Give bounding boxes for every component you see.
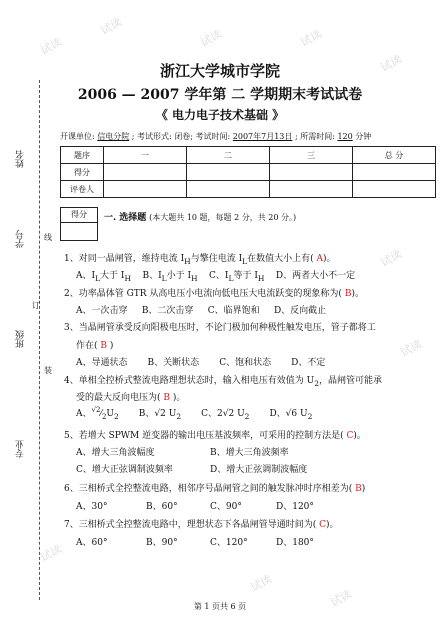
option-text: A、30° bbox=[76, 502, 108, 512]
section-title: 一. 选择题 bbox=[104, 213, 147, 223]
table-cell: 一 bbox=[104, 147, 187, 164]
option-text: C、临界饱和 bbox=[207, 306, 260, 316]
question-text: )。 bbox=[323, 254, 336, 264]
page-footer: 第 1 页共 6 页 bbox=[193, 602, 247, 611]
option-text: C、饱和状态 bbox=[219, 358, 272, 368]
answer-mark: B bbox=[163, 393, 171, 403]
unit-label: 开课单位: bbox=[60, 132, 95, 141]
watermark-text: 试读 bbox=[198, 27, 224, 50]
watermark-text: 试读 bbox=[38, 35, 64, 58]
watermark-text: 试读 bbox=[248, 572, 274, 595]
table-cell[interactable] bbox=[270, 181, 353, 198]
option-text: B、I bbox=[142, 271, 162, 281]
side-label-major: 专业 bbox=[16, 440, 26, 458]
question-3-cont bbox=[76, 338, 113, 351]
question-text: 7、三相桥式全控整流电路中，理想状态下各晶闸管导通时间为( bbox=[64, 520, 317, 530]
option-text: C、120° bbox=[210, 538, 248, 548]
option-text: B、90° bbox=[146, 538, 178, 548]
table-row bbox=[61, 147, 436, 164]
options-q6 bbox=[76, 499, 314, 512]
seal-mark-line: 线 bbox=[44, 233, 52, 242]
question-text: 2、功率晶体管 GTR 从高电压小电流向低电压大电流跃变的现象称为( bbox=[64, 289, 342, 299]
question-text: 6、三相桥式全控整流电路，相邻序号晶闸管之间的触发脉冲时序相差为( bbox=[64, 484, 353, 494]
watermark-text: 试读 bbox=[98, 15, 124, 38]
table-cell[interactable] bbox=[187, 181, 270, 198]
question-text: ) bbox=[109, 341, 114, 351]
watermark-text: 试读 bbox=[38, 542, 64, 565]
table-cell[interactable] bbox=[353, 164, 436, 181]
options-q4: A、$^{√2}⁄_2U_2$ B、√2 $U_2$ C、2√2 $U_2$ D、√6 $U_2$ bbox=[76, 406, 313, 421]
course-title: 《 电力电子技术基础 》 bbox=[155, 108, 285, 122]
side-label-name: 姓名 bbox=[16, 150, 26, 168]
table-cell: 题序 bbox=[61, 147, 104, 164]
unit-value: 信电分院 bbox=[97, 132, 130, 141]
table-cell: 总 分 bbox=[353, 147, 436, 164]
question-6 bbox=[64, 481, 365, 494]
question-text: 1、对同一晶闸管，维持电流 I bbox=[64, 254, 185, 264]
watermark-text: 试读 bbox=[298, 27, 324, 50]
option-text: B、增大三角波频率 bbox=[210, 448, 289, 458]
option-text: B、关断状态 bbox=[147, 358, 200, 368]
exam-info bbox=[60, 131, 371, 142]
question-text: ，晶闸管可能承 bbox=[318, 376, 382, 386]
question-text: 4、单相全控桥式整流电路理想状态时，输入相电压有效值为 U bbox=[64, 376, 315, 386]
exam-date: 2007年7月13日 bbox=[232, 132, 293, 141]
option-text: D、增大正弦调制波幅度 bbox=[210, 465, 308, 475]
options-q3 bbox=[76, 355, 325, 368]
option-text: A、60° bbox=[76, 538, 108, 548]
option-text: L bbox=[95, 273, 101, 283]
option-text: A、I bbox=[76, 271, 96, 281]
option-text: A、一次击穿 bbox=[76, 306, 128, 316]
seal-mark-order: 订 bbox=[32, 301, 40, 310]
question-text: )。 bbox=[172, 393, 186, 403]
table-row bbox=[61, 181, 436, 198]
section-heading bbox=[104, 210, 296, 223]
term-title: 2006 — 2007 学年第 二 学期期末考试试卷 bbox=[77, 87, 363, 103]
question-text: 5、若增大 SPWM 逆变器的输出电压基波频率，可采用的控制方法是( bbox=[64, 431, 344, 441]
option-text: H bbox=[124, 273, 132, 283]
option-text: C、增大正弦调制波频率 bbox=[76, 465, 173, 475]
options-q2 bbox=[76, 303, 326, 316]
table-cell[interactable] bbox=[104, 164, 187, 181]
question-text: 作在( bbox=[76, 341, 98, 351]
table-cell: 得分 bbox=[61, 164, 104, 181]
option-text: D、180° bbox=[276, 538, 314, 548]
option-text: L bbox=[161, 273, 167, 283]
watermark-text: 试读 bbox=[378, 52, 404, 75]
option-text: B、60° bbox=[146, 502, 178, 512]
duration-value: 120 bbox=[337, 132, 353, 141]
option-text: B、二次击穿 bbox=[141, 306, 194, 316]
table-cell[interactable] bbox=[353, 181, 436, 198]
option-text: 小于 I bbox=[166, 271, 192, 281]
binding-line bbox=[39, 80, 40, 600]
option-text: C、90° bbox=[210, 502, 242, 512]
watermark-text: 试读 bbox=[398, 337, 424, 360]
duration-label: ; 所需时间: bbox=[294, 132, 335, 141]
table-cell: 二 bbox=[187, 147, 270, 164]
answer-mark: B bbox=[344, 289, 352, 299]
question-5 bbox=[64, 428, 366, 441]
question-text: )。 bbox=[351, 289, 364, 299]
answer-mark: B bbox=[100, 341, 108, 351]
question-text: )。 bbox=[326, 520, 339, 530]
table-cell[interactable] bbox=[187, 164, 270, 181]
question-text: 在数值大小上有( bbox=[247, 254, 314, 264]
section-score-label: 得分 bbox=[61, 208, 97, 223]
table-cell[interactable] bbox=[104, 181, 187, 198]
table-cell: 三 bbox=[270, 147, 353, 164]
question-text: 3、当晶闸管承受反向阳极电压时，不论门极加何种极性触发电压，管子都将工 bbox=[64, 323, 376, 333]
question-1: 1、对同一晶闸管，维持电流 $I_H$与擎住电流 $I_L$在数值大小上有( A)。 bbox=[64, 254, 336, 266]
options-q1 bbox=[76, 268, 355, 283]
watermark-text: 试读 bbox=[328, 587, 354, 610]
school-title: 浙江大学城市学院 bbox=[159, 62, 280, 80]
option-text: A、导通状态 bbox=[76, 358, 128, 368]
option-text: 大于 I bbox=[100, 271, 125, 281]
duration-unit: 分钟 bbox=[355, 132, 372, 141]
option-text: D、不定 bbox=[291, 358, 326, 368]
question-4-cont bbox=[76, 390, 185, 403]
option-text: H bbox=[191, 273, 198, 283]
option-text: D、反向截止 bbox=[273, 306, 327, 316]
answer-mark: A bbox=[316, 254, 323, 264]
answer-mark: C bbox=[319, 520, 327, 530]
question-text: 与擎住电流 I bbox=[190, 254, 243, 264]
section-desc: (本大题共 10 题，每题 2 分，共 20 分。) bbox=[149, 213, 297, 222]
section-score-box bbox=[60, 207, 98, 241]
question-4: 4、单相全控桥式整流电路理想状态时，输入相电压有效值为 $U_2$，晶闸管可能承 bbox=[64, 376, 382, 388]
question-text: ) bbox=[361, 484, 366, 494]
form-label: ; 考试形式: 闭卷; 考试时间: bbox=[131, 132, 231, 141]
option-text: L bbox=[228, 273, 234, 283]
watermark-text: 试读 bbox=[378, 247, 404, 270]
question-2 bbox=[64, 286, 364, 299]
options-q5-row1 bbox=[76, 445, 289, 458]
answer-mark: B bbox=[355, 484, 362, 494]
option-text: D、120° bbox=[276, 502, 314, 512]
option-text: H bbox=[257, 273, 265, 283]
option-text: A、增大三角波幅度 bbox=[76, 448, 155, 458]
table-row bbox=[61, 164, 436, 181]
side-label-class: 班级 bbox=[16, 330, 26, 348]
option-text: D、两者大小不一定 bbox=[275, 271, 356, 281]
table-cell: 评卷人 bbox=[61, 181, 104, 198]
score-table bbox=[60, 146, 436, 198]
question-7 bbox=[64, 517, 339, 530]
seal-mark-bind: 装 bbox=[44, 366, 52, 375]
answer-mark: C bbox=[346, 431, 354, 441]
question-3 bbox=[64, 320, 376, 333]
options-q5-row2 bbox=[76, 462, 308, 475]
table-cell[interactable] bbox=[270, 164, 353, 181]
option-text: C、I bbox=[209, 271, 229, 281]
option-text: 等于 I bbox=[233, 271, 258, 281]
question-text: 受的最大反向电压为( bbox=[76, 393, 161, 403]
question-text: )。 bbox=[353, 431, 366, 441]
side-label-id: 学号 bbox=[16, 230, 26, 248]
options-q7 bbox=[76, 535, 314, 548]
